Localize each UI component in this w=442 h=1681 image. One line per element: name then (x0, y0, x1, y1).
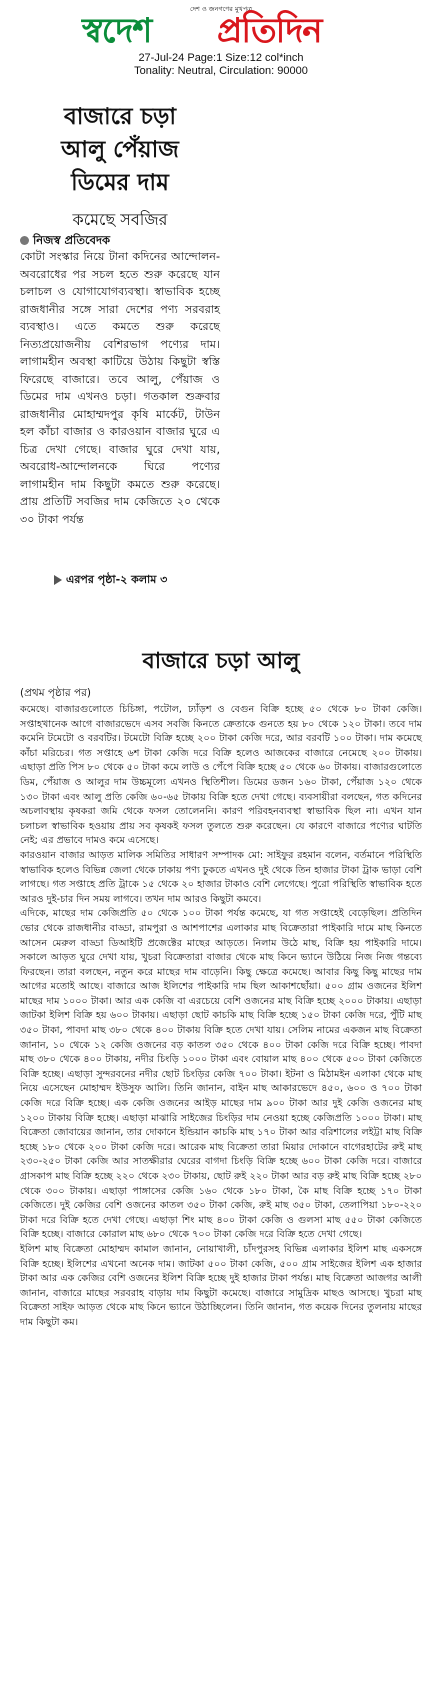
article-paragraph: কমেছে। বাজারগুলোতে চিচিঙ্গা, পটোল, ঢ্যাঁড়শ ও বেগুন বিক্রি হচ্ছে ৫০ থেকে ৮০ টাকা কেজি। সপ্তাহখানেক আগে বাজারভেদে এসব সবজি কিনতে ক্রেতাকে গুনতে হয় ৮০ থেকে ১২০ টাকা। তবে দাম কমেনি টমেটো ও বরবটির। টমেটো বিক্রি হচ্ছে ২০০ টাকা কেজি দরে, আর বরবটি ১০০ টাকা। দাম কমেছে কাঁচা মরিচের। গত সপ্তাহে ৬শ টাকা কেজি দরে বিক্রি হলেও আজকের বাজারে নেমেছে ২০০ টাকায়। এছাড়া প্রতি পিস ৮০ থেকে ৫০ টাকা কমে লাউ ও পেঁপে বিক্রি হচ্ছে ৫০ থেকে ৬০ টাকায়। বাজারগুলোতে ডিম, পেঁয়াজ ও আলুর দাম উচ্চমূল্যে এখনও স্থিতিশীল। ডিমের ডজন ১৬০ টাকা, পেঁয়াজ ১২০ থেকে ১৩০ টাকা এবং আলু প্রতি কেজি ৬০-৬৫ টাকায় বিক্রি হতে দেখা গেছে। ব্যবসায়ীরা বলছেন, গত কদিনের অচলাবস্থায় কৃষকরা জমি থেকে ফসল তোলেননি। কারণ পরিবহনব্যবস্থা স্বাভাবিক ছিল না। এখন যান চলাচল স্বাভাবিক হওয়ায় প্রায় সব কৃষকই ফসল তুলতে শুরু করেছেন। যে কারণে বাজারে পণ্যের ঘাটতি নেই; এর প্রভাবে দামও কমে এসেছে। (20, 704, 422, 847)
article-body-top: কোটা সংস্কার নিয়ে টানা কদিনের আন্দোলন-অবরোধের পর সচল হতে শুরু করেছে যান চলাচল ও যোগাযোগব্যবস্থা। স্বাভাবিক হচ্ছে রাজধানীর সঙ্গে সারা দেশের পণ্য সরবরাহ ব্যবস্থাও। এতে কমতে শুরু করেছে নিত্যপ্রয়োজনীয় বেশিরভাগ পণ্যের দাম। লাগামহীন অবস্থা কাটিয়ে উঠায় কিছুটা স্বস্তি ফিরেছে বাজারে। তবে আলু, পেঁয়াজ ও ডিমের দাম এখনও চড়া। গতকাল শুক্রবার রাজধানীর মোহাম্মদপুর কৃষি মার্কেট, টাউন হল কাঁচা বাজার ও কারওয়ান বাজার ঘুরে এ চিত্র দেখা গেছে। বাজার ঘুরে দেখা যায়, অবরোধ-আন্দোলনকে ঘিরে পণ্যের লাগামহীন দাম কিছুটা কমতে শুরু করেছে। প্রায় প্রতিটি সবজির দাম কেজিতে ২০ থেকে ৩০ টাকা পর্যন্ত (20, 250, 220, 526)
masthead-tagline: দেশ ও জনগণের মুখপত্র (189, 5, 253, 13)
from-previous-page-note: (প্রথম পৃষ্ঠার পর) (20, 687, 92, 699)
clipping-meta-date: 27-Jul-24 Page:1 Size:12 col*inch (138, 52, 304, 64)
article-paragraph: কারওয়ান বাজার আড়ত মালিক সমিতির সাধারণ সম্পাদক মো: সাইফুর রহমান বলেন, বর্তমানে পরিস্থিতি স্বাভাবিক হলেও বিভিন্ন জেলা থেকে ঢাকায় পণ্য ঢুকতে এখনও দুই থেকে তিন হাজার টাকা ট্রাক ভাড়া বেশি লাগছে। গত সপ্তাহে প্রতি ট্রাকে ১৫ থেকে ২০ হাজার টাকাও বেশি লেগেছে। পুরো পরিস্থিতি স্বাভাবিক হতে আরও দুই-চার দিন সময় লাগবে। তখন দাম আরও কিছুটা কমবে। (20, 849, 422, 905)
logo-part-1: স্বদেশ (82, 11, 152, 51)
clipping-meta-tonality: Tonality: Neutral, Circulation: 90000 (134, 65, 308, 77)
continuation-text: এরপর পৃষ্ঠা-২ কলাম ৩ (66, 573, 168, 586)
article-paragraph: ইলিশ মাছ বিক্রেতা মোহাম্মদ কামাল জানান, নোয়াখালী, চাঁদপুরসহ বিভিন্ন এলাকার ইলিশ মাছ একসঙ্গে বিক্রি হচ্ছে। ইলিশের এখনো অনেক দাম। জাটকা ৫০০ টাকা কেজি, ৫০০ গ্রাম সাইজের ইলিশ এক হাজার টাকা আর এক কেজির বেশি ওজনের ইলিশ বিক্রি হচ্ছে দুই হাজার টাকা পর্যন্ত। মাছ বিক্রেতা আজগর আলী জানান, বাজারে মাছের সরবরাহ বাড়ায় দাম কিছুটা কমেছে। বাজারে সামুদ্রিক মাছও আসছে। খুচরা মাছ বিক্রেতা সাইফ আড়ত থেকে মাছ কিনে ভ্যানে উঠাচ্ছিলেন। তিনি জানান, গত কয়েক দিনের তুলনায় মাছের দাম কিছুটা কম। (20, 1243, 422, 1328)
logo-part-2: প্রতিদিন (217, 11, 322, 51)
headline-line: আলু পেঁয়াজ (61, 136, 179, 163)
article-subhead: কমেছে সবজির (72, 210, 168, 229)
headline-line: বাজারে চড়া (63, 103, 177, 130)
article-body-continued (20, 703, 422, 1331)
masthead (0, 0, 442, 76)
article-paragraph: এদিকে, মাছের দাম কেজিপ্রতি ৫০ থেকে ১০০ টাকা পর্যন্ত কমেছে, যা গত সপ্তাহেই বেড়েছিল। প্রতিদিন ভোর থেকে রাজধানীর বাড্ডা, রামপুরা ও আশপাশের এলাকার মাছ বিক্রেতারা পাইকারি দামে মাছ কিনতে আসেন মেরুল বাড্ডা ডিআইটি প্রজেক্টের মাছের আড়তে। নিলাম উঠে মাছ, বিক্রি হয় পাইকারি দামে। সকালে আড়ত ঘুরে দেখা যায়, খুচরা বিক্রেতারা বাজার থেকে মাছ কিনে ভ্যানে উঠিয়ে নিজ নিজ গন্তব্যে ফিরছেন। তারা বলছেন, নতুন করে মাছের দাম বাড়েনি। কিছু ক্ষেত্রে কমেছে। আবার কিছু কিছু মাছের দাম আগের মতোই আছে। বাজারে আজ ইলিশের পাইকারি দাম ছিল আকাশছোঁয়া। ৫০০ গ্রাম ওজনের ইলিশ মাছের দাম ১০০০ টাকা। আর এক কেজি বা এরচেয়ে বেশি ওজনের মাছ বিক্রি হচ্ছে ২০০০ টাকায়। এছাড়া জাটকা ইলিশ বিক্রি হয় ৬০০ টাকায়। এছাড়া ছোট কাচকি মাছ বিক্রি হচ্ছে ১৫০ টাকা কেজি দরে, পুঁটি মাছ ৩৫০ টাকা, পাবদা মাছ ৩৮০ থেকে ৪০০ টাকায় বিক্রি হতে দেখা যায়। সেলিম নামের একজন মাছ বিক্রেতা জানান, ১০ থেকে ১২ কেজি ওজনের বড় কাতল ৩৫০ থেকে ৪০০ টাকা কেজি দরে বিক্রি হচ্ছে। পাবদা মাছ ৩৮০ থেকে ৪০০ টাকায়, নদীর চিংড়ি ১০০০ টাকা এবং বোয়াল মাছ ৪০০ থেকে ৫০০ টাকা কেজিতে বিক্রি হচ্ছে। এছাড়া সুন্দরবনের নদীর ছোট চিংড়ির কেজি ৭০০ টাকা। ইটনা ও মিঠামইন এলাকা থেকে মাছ নিয়ে এসেছেন মোহাম্মদ ইউসুফ আলি। তিনি জানান, বাইন মাছ আকারভেদে ৪৫০, ৬০০ ও ৭০০ টাকা কেজি দরে বিক্রি হচ্ছে। এক কেজি ওজনের আইড় মাছের দাম ৯০০ টাকা আর দুই কেজি ওজনের মাছ ১২০০ টাকায় বিক্রি হচ্ছে। এছাড়া মাঝারি সাইজের চিংড়ির দাম নেওয়া হচ্ছে কেজিপ্রতি ১০০০ টাকা। মাছ বিক্রেতা জোবায়ের জানান, তার দোকানে ইন্ডিয়ান কাচকি মাছ ১৭০ টাকা আর বরিশালের লইট্টা মাছ বিক্রি হচ্ছে ১৮০ থেকে ২০০ টাকা কেজি দরে। আরেক মাছ বিক্রেতা তারা মিয়ার দোকানে বাগেরহাটের রুই মাছ ২৩০-২৫০ টাকা কেজি আর সাতক্ষীরার ঘেরের বাগদা চিংড়ি বিক্রি হচ্ছে ৬০০ টাকা কেজি দরে। বাজারে গ্রাসকাপ মাছ বিক্রি হচ্ছে ২২০ থেকে ২৩০ টাকায়, ছোট রুই ২২০ টাকা আর বড় রুই মাছ বিক্রি হচ্ছে ২৮০ থেকে ৩০০ টাকায়। এছাড়া পাঙ্গাসের কেজি ১৬০ থেকে ১৮০ টাকা, কৈ মাছ বিক্রি হচ্ছে ১৭০ টাকা কেজিতে। দুই কেজির বেশি ওজনের কাতল ৩৫০ টাকা কেজি, রুই মাছ ৩৫০ টাকা, তেলাপিয়া ১৮০-২২০ টাকা দরে বিক্রি হতে দেখা গেছে। এছাড়া শিং মাছ ৪০০ টাকা কেজি ও গুলসা মাছ ৫৫০ টাকা কেজিতে বিক্রি হচ্ছে। বাজারে কোরাল মাছ ৬৮০ থেকে ৭০০ টাকা কেজি দরে বিক্রি হতে দেখা গেছে। (20, 908, 422, 1241)
bullet-icon (20, 236, 29, 245)
newspaper-logo (82, 11, 362, 55)
byline-text: নিজস্ব প্রতিবেদক (33, 233, 111, 247)
headline-line: ডিমের দাম (71, 169, 169, 196)
continuation-note (54, 571, 224, 590)
article-headline (20, 100, 220, 199)
continued-article-title: বাজারে চড়া আলু (142, 648, 300, 674)
arrow-right-icon (54, 575, 62, 585)
